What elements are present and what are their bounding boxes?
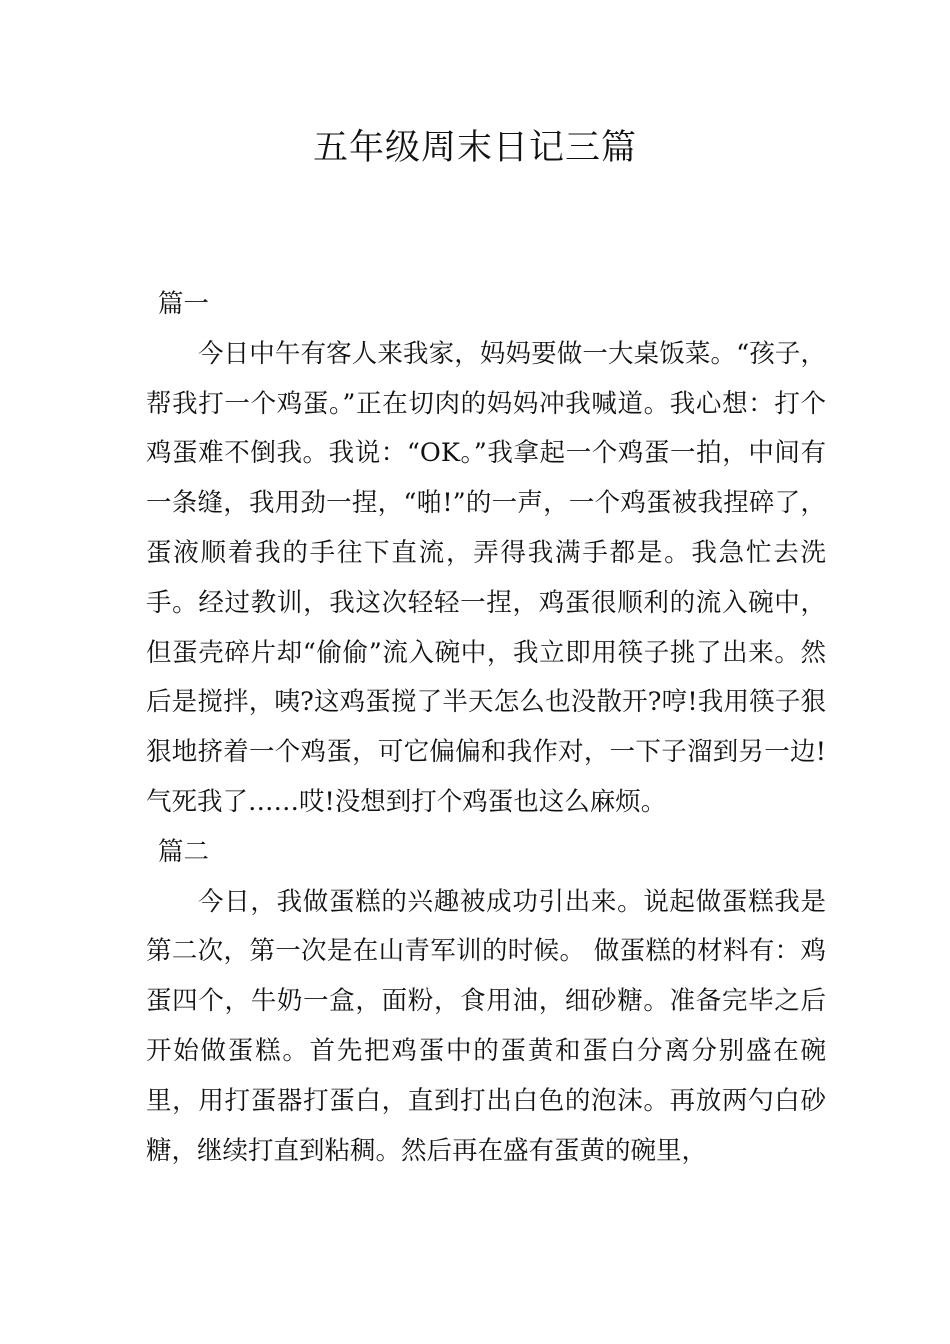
- section-1: [146, 280, 826, 828]
- document-title: 五年级周末日记三篇: [312, 128, 637, 168]
- section-heading: 篇二: [158, 836, 210, 867]
- section-paragraph: 今日中午有客人来我家，妈妈要做一大桌饭菜。“孩子，帮我打一个鸡蛋。”正在切肉的妈妈冲我喊道。我心想：打个鸡蛋难不倒我。我说：“OK。”我拿起一个鸡蛋一拍，中间有一条缝，我用劲一捏，“啪!”的一声，一个鸡蛋被我捏碎了，蛋液顺着我的手往下直流，弄得我满手都是。我急忙去洗手。经过教训，我这次轻轻一捏，鸡蛋很顺利的流入碗中，但蛋壳碎片却“偷偷”流入碗中，我立即用筷子挑了出来。然后是搅拌，咦?这鸡蛋搅了半天怎么也没散开?哼!我用筷子狠狠地挤着一个鸡蛋，可它偏偏和我作对，一下子溜到另一边!气死我了……哎!没想到打个鸡蛋也这么麻烦。: [146, 338, 826, 817]
- document-body: [146, 280, 826, 1176]
- section-2: [146, 828, 826, 1177]
- section-heading: 篇一: [158, 289, 210, 319]
- section-paragraph: 今日，我做蛋糕的兴趣被成功引出来。说起做蛋糕我是第二次，第一次是在山青军训的时候。 做蛋糕的材料有：鸡蛋四个，牛奶一盒，面粉，食用油，细砂糖。准备完毕之后开始做蛋糕。首先把鸡蛋中的蛋黄和蛋白分离分别盛在碗里，用打蛋器打蛋白，直到打出白色的泡沫。再放两勺白砂糖，继续打直到粘稠。然后再在盛有蛋黄的碗里，: [146, 886, 826, 1166]
